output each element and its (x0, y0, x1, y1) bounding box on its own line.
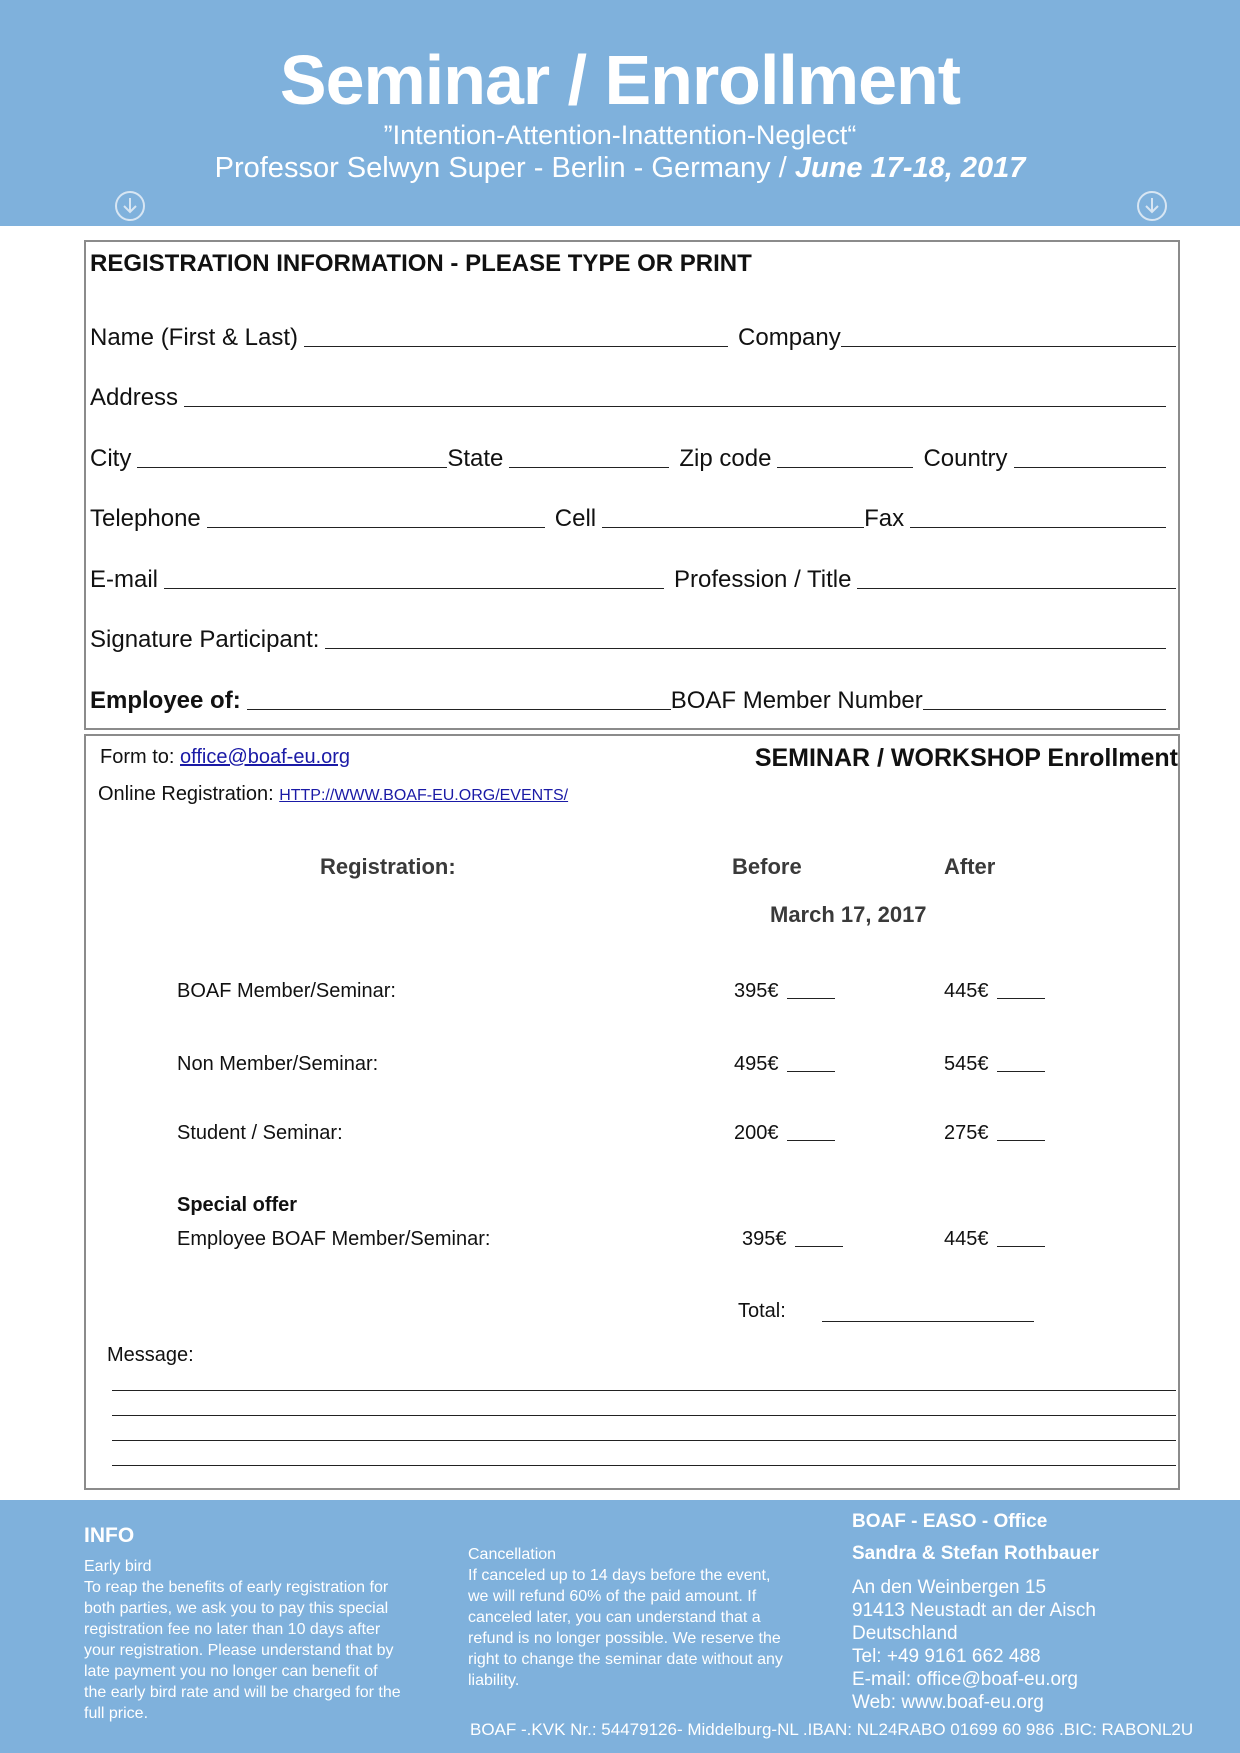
info-title: INFO (84, 1524, 135, 1547)
employee-row (90, 683, 1176, 715)
price-before-nonmember (734, 1053, 835, 1076)
price-after-member (944, 980, 1045, 1003)
country-label: Country (923, 445, 1008, 472)
scroll-down-right-icon[interactable] (1136, 190, 1168, 222)
checkbox-before-student[interactable] (787, 1140, 835, 1141)
registration-column-header: Registration: (320, 854, 456, 879)
telephone-label: Telephone (90, 505, 201, 532)
office-name: BOAF - EASO - Office (852, 1511, 1048, 1532)
scroll-down-left-icon[interactable] (114, 190, 146, 222)
office-contact (852, 1510, 1222, 1714)
price-before-student-value: 200€ (734, 1122, 779, 1144)
price-before-employee-value: 395€ (742, 1228, 787, 1250)
early-bird-info (84, 1556, 404, 1724)
office-tel: Tel: +49 9161 662 488 (852, 1646, 1041, 1667)
price-after-nonmember (944, 1053, 1045, 1076)
email-field[interactable] (164, 588, 664, 589)
enrollment-title: SEMINAR / WORKSHOP Enrollment (754, 744, 1178, 772)
zip-label: Zip code (679, 445, 772, 472)
price-before-member-value: 395€ (734, 980, 779, 1002)
page-title: Seminar / Enrollment (279, 41, 961, 119)
speaker-location-text: Professor Selwyn Super - Berlin - Germany / (214, 152, 795, 184)
checkbox-after-employee[interactable] (997, 1246, 1045, 1247)
office-people: Sandra & Stefan Rothbauer (852, 1543, 1100, 1564)
enrollment-box (84, 734, 1180, 1490)
office-street: An den Weinbergen 15 (852, 1577, 1047, 1598)
seminar-speaker-location (0, 150, 1240, 186)
early-bird-text: To reap the benefits of early registration for both parties, we ask you to pay this special registration fee no later than 10 days after your registration. Please understand that by late payment you no longer can benefit of the early bird rate and will be charged for the full price. (84, 1579, 401, 1722)
price-after-employee (944, 1228, 1045, 1251)
address-row (90, 380, 1176, 412)
price-after-employee-value: 445€ (944, 1228, 989, 1250)
total-field[interactable] (822, 1321, 1034, 1322)
signature-field[interactable] (325, 648, 1166, 649)
address-field[interactable] (184, 406, 1166, 407)
price-before-nonmember-value: 495€ (734, 1053, 779, 1075)
seminar-subtitle: ”Intention-Attention-Inattention-Neglect“ (383, 120, 857, 150)
seminar-date: June 17-18, 2017 (794, 152, 1026, 184)
item-label-employee: Employee BOAF Member/Seminar: (177, 1228, 491, 1250)
name-label: Name (First & Last) (90, 324, 299, 351)
form-to (100, 746, 350, 769)
name-company-row (90, 320, 1176, 352)
before-column-header: Before (732, 854, 802, 879)
phone-row (90, 501, 1176, 533)
form-to-email-link[interactable]: office@boaf-eu.org (180, 746, 351, 768)
member-number-label: BOAF Member Number (670, 687, 923, 714)
email-profession-row (90, 562, 1176, 594)
special-offer-heading: Special offer (177, 1194, 298, 1216)
name-field[interactable] (304, 346, 728, 347)
fax-label: Fax (864, 505, 905, 532)
country-field[interactable] (1014, 467, 1167, 468)
office-country: Deutschland (852, 1623, 958, 1644)
profession-label: Profession / Title (674, 566, 852, 593)
early-bird-title: Early bird (84, 1558, 152, 1575)
telephone-field[interactable] (207, 527, 545, 528)
cancellation-text: If canceled up to 14 days before the event, we will refund 60% of the paid amount. If canceled later, you can understand that a refund is no longer possible. We reserve the right to change the seminar date without any liability. (468, 1567, 783, 1689)
price-after-nonmember-value: 545€ (944, 1053, 989, 1075)
total-label: Total: (738, 1300, 786, 1322)
address-label: Address (90, 384, 179, 411)
checkbox-before-member[interactable] (787, 998, 835, 999)
online-registration-label: Online Registration: (98, 783, 280, 805)
message-line-1[interactable] (112, 1390, 1176, 1391)
price-after-member-value: 445€ (944, 980, 989, 1002)
message-label: Message: (107, 1344, 194, 1366)
price-before-employee (742, 1228, 843, 1251)
city-state-row (90, 441, 1176, 473)
cell-label: Cell (554, 505, 597, 532)
bank-details: BOAF -.KVK Nr.: 54479126- Middelburg-NL .IBAN: NL24RABO 01699 60 986 .BIC: RABONL2U (470, 1720, 1194, 1739)
fax-field[interactable] (910, 527, 1166, 528)
cancellation-info (468, 1544, 788, 1691)
company-label: Company (738, 324, 841, 351)
state-label: State (447, 445, 504, 472)
item-label-member: BOAF Member/Seminar: (177, 980, 396, 1002)
online-registration-link[interactable]: HTTP://WWW.BOAF-EU.ORG/EVENTS/ (279, 787, 569, 804)
checkbox-after-student[interactable] (997, 1140, 1045, 1141)
message-line-2[interactable] (112, 1415, 1176, 1416)
employee-of-label: Employee of: (90, 687, 241, 714)
profession-field[interactable] (857, 588, 1176, 589)
checkbox-before-nonmember[interactable] (787, 1071, 835, 1072)
price-before-member (734, 980, 835, 1003)
price-after-student (944, 1122, 1045, 1145)
state-field[interactable] (509, 467, 669, 468)
price-after-student-value: 275€ (944, 1122, 989, 1144)
registration-heading: REGISTRATION INFORMATION - PLEASE TYPE OR PRINT (90, 250, 752, 277)
city-field[interactable] (137, 467, 447, 468)
member-number-field[interactable] (923, 709, 1166, 710)
cell-field[interactable] (602, 527, 864, 528)
early-bird-deadline: March 17, 2017 (770, 902, 927, 927)
message-line-3[interactable] (112, 1440, 1176, 1441)
cancellation-title: Cancellation (468, 1546, 557, 1563)
item-label-student: Student / Seminar: (177, 1122, 343, 1144)
signature-label: Signature Participant: (90, 626, 320, 653)
office-web: Web: www.boaf-eu.org (852, 1692, 1044, 1713)
checkbox-after-member[interactable] (997, 998, 1045, 999)
online-registration (98, 783, 568, 806)
after-column-header: After (944, 854, 996, 879)
office-email: E-mail: office@boaf-eu.org (852, 1669, 1078, 1690)
checkbox-before-employee[interactable] (795, 1246, 843, 1247)
email-label: E-mail (90, 566, 159, 593)
employee-of-field[interactable] (247, 709, 671, 710)
registration-info-box (84, 240, 1180, 730)
zip-field[interactable] (777, 467, 913, 468)
message-line-4[interactable] (112, 1465, 1176, 1466)
item-label-nonmember: Non Member/Seminar: (177, 1053, 379, 1075)
page-header (0, 0, 1240, 226)
form-to-label: Form to: (100, 746, 181, 768)
checkbox-after-nonmember[interactable] (997, 1071, 1045, 1072)
signature-row (90, 622, 1176, 654)
office-city: 91413 Neustadt an der Aisch (852, 1600, 1097, 1621)
price-before-student (734, 1122, 835, 1145)
company-field[interactable] (841, 346, 1176, 347)
city-label: City (90, 445, 132, 472)
page-footer (0, 1500, 1240, 1753)
